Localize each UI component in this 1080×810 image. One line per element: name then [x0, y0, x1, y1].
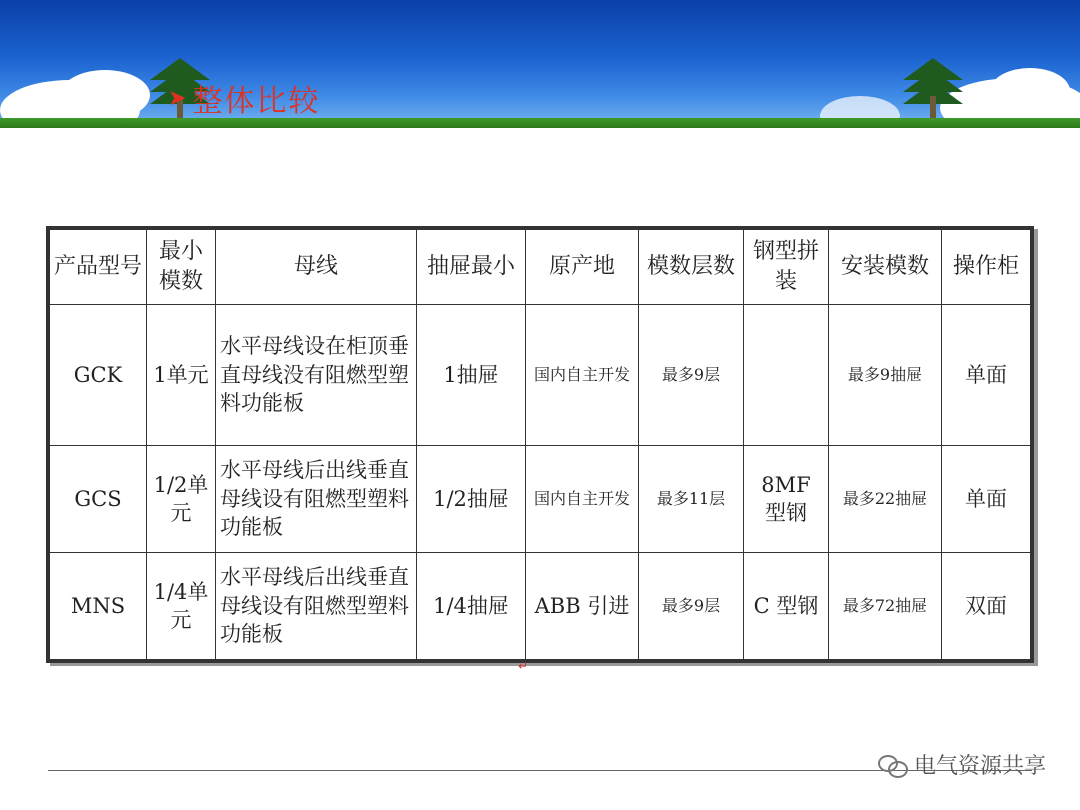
table-cell: 水平母线设在柜顶垂直母线没有阻燃型塑料功能板 — [216, 305, 417, 446]
header-cell: 安装模数 — [829, 230, 942, 305]
table-cell: 水平母线后出线垂直母线设有阻燃型塑料功能板 — [216, 553, 417, 660]
table-cell: 最多72抽屉 — [829, 553, 942, 660]
header-cell: 产品型号 — [50, 230, 147, 305]
grass-strip — [0, 118, 1080, 128]
header-banner — [0, 0, 1080, 128]
watermark-text: 电气资源共享 — [913, 753, 1046, 779]
table-cell: 水平母线后出线垂直母线设有阻燃型塑料功能板 — [216, 446, 417, 553]
cloud — [990, 68, 1070, 114]
comparison-table — [46, 226, 1034, 663]
table-row — [50, 553, 1031, 660]
cloud — [60, 70, 150, 120]
table-row — [50, 446, 1031, 553]
header-cell: 钢型拼装 — [744, 230, 829, 305]
header-cell: 母线 — [216, 230, 417, 305]
table-cell: MNS — [50, 553, 147, 660]
table-row — [50, 305, 1031, 446]
table-cell: 最多22抽屉 — [829, 446, 942, 553]
table-cell: 最多9层 — [639, 553, 744, 660]
header-cell: 最小模数 — [147, 230, 216, 305]
arrow-icon: ➤ — [168, 85, 189, 111]
table-cell: 最多11层 — [639, 446, 744, 553]
table-cell: 1/4单元 — [147, 553, 216, 660]
table-cell: GCK — [50, 305, 147, 446]
header-cell: 抽屉最小 — [417, 230, 526, 305]
header-cell: 原产地 — [526, 230, 639, 305]
paragraph-mark: ↵ — [518, 659, 529, 673]
watermark — [878, 748, 1046, 780]
table-cell: 双面 — [942, 553, 1031, 660]
table-cell: 1/2抽屉 — [417, 446, 526, 553]
table-cell: 1/4抽屉 — [417, 553, 526, 660]
wechat-icon — [878, 753, 908, 775]
header-cell: 模数层数 — [639, 230, 744, 305]
table-cell: 最多9层 — [639, 305, 744, 446]
table-cell: 国内自主开发 — [526, 446, 639, 553]
page-title — [168, 78, 320, 118]
table-cell: 单面 — [942, 446, 1031, 553]
table-cell: 国内自主开发 — [526, 305, 639, 446]
table-cell: 最多9抽屉 — [829, 305, 942, 446]
table-cell: 1单元 — [147, 305, 216, 446]
table-cell: 1抽屉 — [417, 305, 526, 446]
table-cell: GCS — [50, 446, 147, 553]
table-cell: 单面 — [942, 305, 1031, 446]
table-cell: 8MF 型钢 — [744, 446, 829, 553]
title-text: 整体比较 — [192, 84, 321, 119]
table-header-row — [50, 230, 1031, 305]
table-cell — [744, 305, 829, 446]
table-cell: C 型钢 — [744, 553, 829, 660]
table-cell: ABB 引进 — [526, 553, 639, 660]
header-cell: 操作柜 — [942, 230, 1031, 305]
table-cell: 1/2单元 — [147, 446, 216, 553]
